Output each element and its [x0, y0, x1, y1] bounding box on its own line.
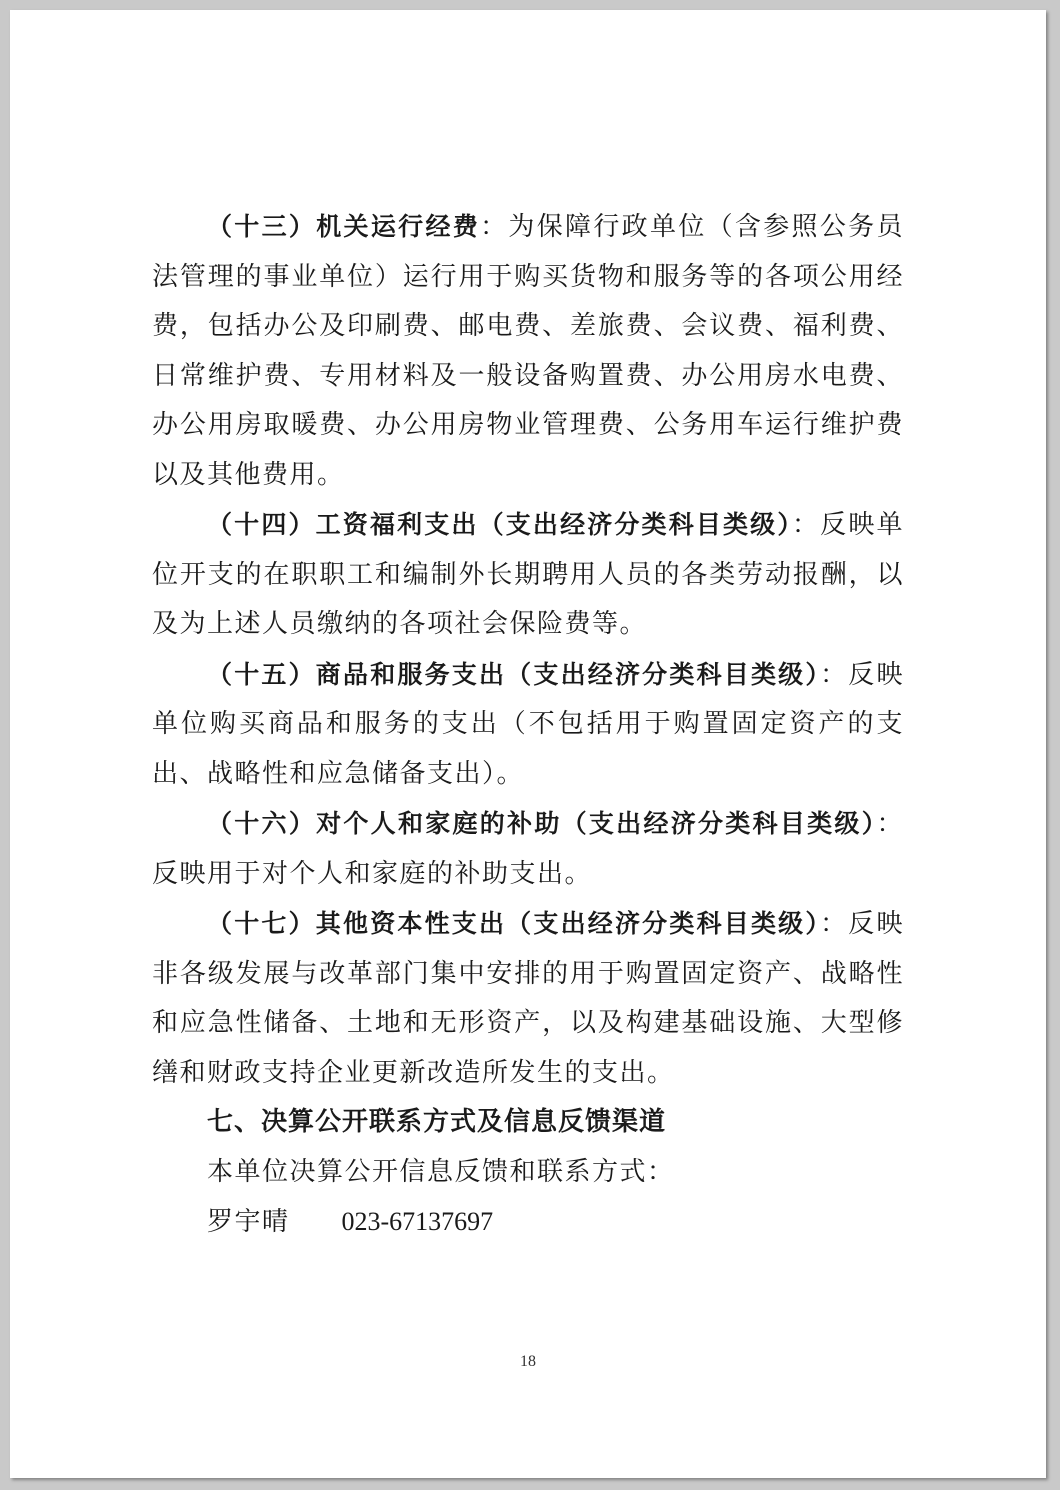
contact-phone: 023-67137697: [341, 1207, 494, 1236]
paragraph-13: [152, 202, 904, 500]
definition-13: ：为保障行政单位（含参照公务员法管理的事业单位）运行用于购买货物和服务等的各项公用经费，包括办公及印刷费、邮电费、差旅费、会议费、福利费、日常维护费、专用材料及一般设备购置费、办公用房水电费、办公用房取暖费、办公用房物业管理费、公务用车运行维护费以及其他费用。: [152, 212, 904, 490]
contact-name: 罗宇晴: [207, 1207, 290, 1237]
term-17: （十七）其他资本性支出（支出经济分类科目类级）: [207, 909, 821, 938]
term-16: （十六）对个人和家庭的补助（支出经济分类科目类级）: [207, 809, 877, 838]
term-15: （十五）商品和服务支出（支出经济分类科目类级）: [207, 659, 821, 689]
page-number: 18: [520, 1353, 536, 1370]
term-14: （十四）工资福利支出（支出经济分类科目类级）: [207, 510, 792, 539]
contact-details: [152, 1197, 904, 1248]
definition-15: ：反映单位购买商品和服务的支出（不包括用于购置固定资产的支出、战略性和应急储备支出）。: [152, 659, 904, 789]
definition-14: ：反映单位开支的在职职工和编制外长期聘用人员的各类劳动报酬，以及为上述人员缴纳的各项社会保险费等。: [152, 510, 904, 639]
contact-intro: 本单位决算公开信息反馈和联系方式：: [207, 1156, 675, 1187]
paragraph-17: [152, 899, 904, 1098]
paragraph-14: [152, 500, 904, 650]
section-heading: 七、决算公开联系方式及信息反馈渠道: [207, 1107, 667, 1137]
definition-17: ：反映非各级发展与改革部门集中安排的用于购置固定资产、战略性和应急性储备、土地和无形资产，以及构建基础设施、大型修缮和财政支持企业更新改造所发生的支出。: [152, 909, 904, 1088]
paragraph-16: [152, 799, 904, 899]
page-content: [152, 202, 904, 1248]
paragraph-15: [152, 650, 904, 800]
term-13: （十三）机关运行经费: [207, 212, 481, 241]
document-page: [10, 10, 1046, 1478]
definition-16: ：反映用于对个人和家庭的补助支出。: [152, 809, 904, 889]
